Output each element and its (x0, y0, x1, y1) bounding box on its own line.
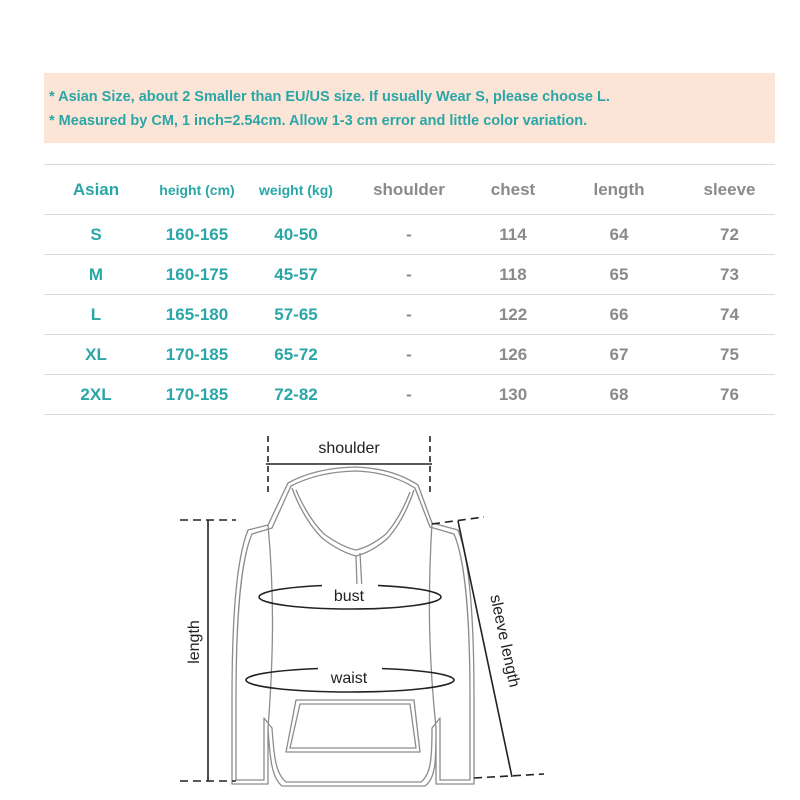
cell-chest: 130 (472, 375, 554, 415)
cell-weight: 57-65 (246, 295, 346, 335)
cell-height: 160-165 (148, 215, 246, 255)
cell-height: 170-185 (148, 375, 246, 415)
cell-length: 67 (554, 335, 684, 375)
cell-shoulder: - (346, 335, 472, 375)
cell-height: 160-175 (148, 255, 246, 295)
header-asian: Asian (44, 165, 148, 215)
cell-shoulder: - (346, 215, 472, 255)
cell-length: 66 (554, 295, 684, 335)
cell-length: 64 (554, 215, 684, 255)
shoulder-label: shoulder (318, 440, 380, 457)
cell-size: L (44, 295, 148, 335)
cell-chest: 122 (472, 295, 554, 335)
cell-weight: 65-72 (246, 335, 346, 375)
header-height: height (cm) (148, 165, 246, 215)
cell-height: 170-185 (148, 335, 246, 375)
cell-sleeve: 74 (684, 295, 775, 335)
cell-size: S (44, 215, 148, 255)
header-chest: chest (472, 165, 554, 215)
cell-size: 2XL (44, 375, 148, 415)
sleeve-length-label: sleeve length (486, 593, 523, 689)
cell-weight: 40-50 (246, 215, 346, 255)
waist-label: waist (330, 670, 368, 687)
cell-height: 165-180 (148, 295, 246, 335)
cell-weight: 45-57 (246, 255, 346, 295)
cell-shoulder: - (346, 255, 472, 295)
notice-line-measurement: * Measured by CM, 1 inch=2.54cm. Allow 1-3 cm error and little color variation. (49, 113, 588, 129)
cell-chest: 126 (472, 335, 554, 375)
cell-chest: 114 (472, 215, 554, 255)
cell-sleeve: 73 (684, 255, 775, 295)
sleeve-measure (432, 517, 544, 778)
header-length: length (554, 165, 684, 215)
cell-weight: 72-82 (246, 375, 346, 415)
header-sleeve: sleeve (684, 165, 775, 215)
cell-sleeve: 75 (684, 335, 775, 375)
cell-length: 65 (554, 255, 684, 295)
header-weight: weight (kg) (246, 165, 346, 215)
hoodie-outline (232, 467, 474, 786)
cell-length: 68 (554, 375, 684, 415)
cell-sleeve: 76 (684, 375, 775, 415)
bust-label: bust (333, 588, 365, 605)
cell-sleeve: 72 (684, 215, 775, 255)
cell-size: M (44, 255, 148, 295)
cell-shoulder: - (346, 295, 472, 335)
cell-size: XL (44, 335, 148, 375)
notice-line-asian-size: * Asian Size, about 2 Smaller than EU/US size. If usually Wear S, please choose L. (49, 89, 610, 105)
cell-chest: 118 (472, 255, 554, 295)
header-shoulder: shoulder (346, 165, 472, 215)
length-label: length (186, 620, 203, 664)
cell-shoulder: - (346, 375, 472, 415)
